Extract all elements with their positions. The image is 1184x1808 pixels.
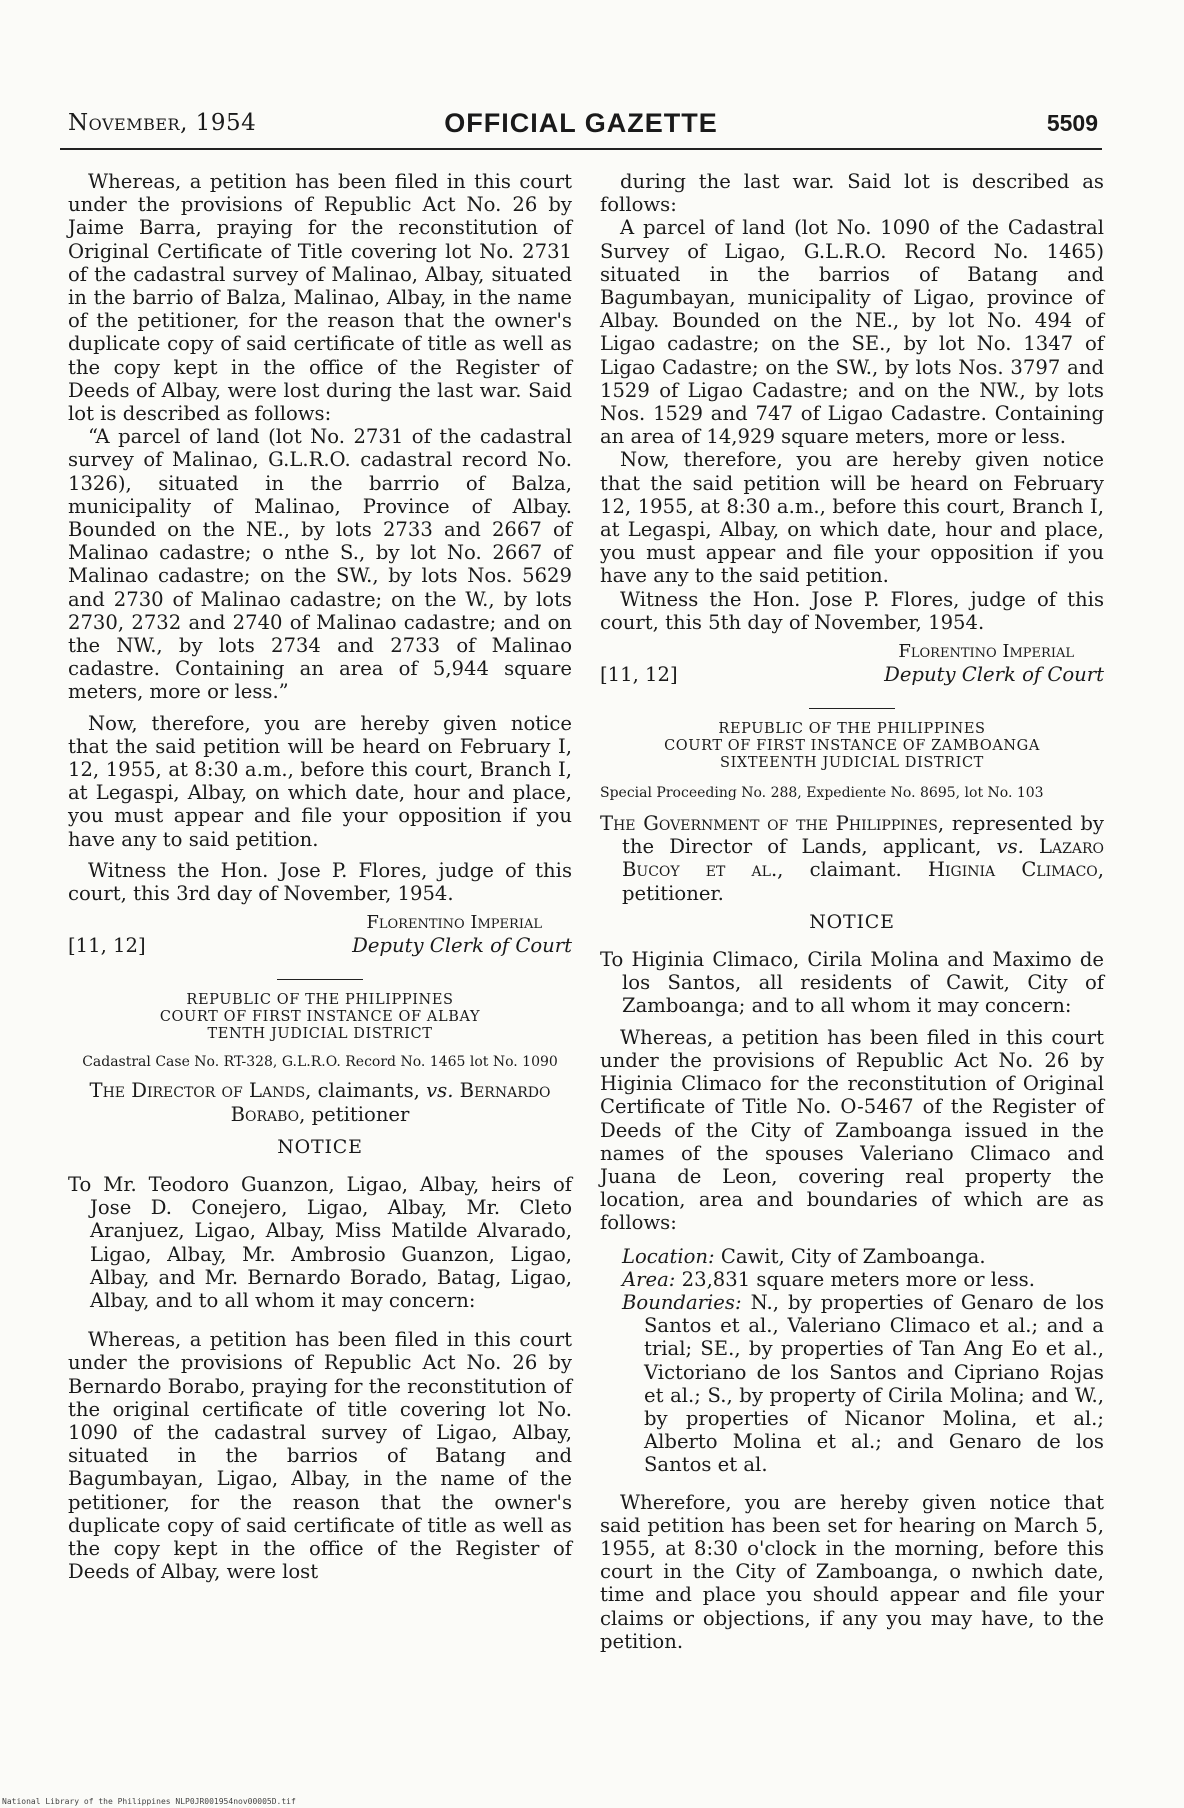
page-header: [60, 108, 1102, 150]
paragraph: Whereas, a petition has been filed in this court under the provisions of Republic Act No. 26 by Bernardo Borabo, praying for the reconstitution of the original certificate of title covering lot No. 1090 of the cadastral survey of Ligao, Albay, situated in the barrios of Batang and Bagumbayan, Ligao, Albay, in the name of the petitioner, for the reason that the owner's duplicate copy of said certificate of title as well as the copy kept in the office of the Register of Deeds of Albay, were lost: [68, 1328, 572, 1584]
issue-tag: [11, 12]: [600, 663, 678, 687]
court-heading-line: REPUBLIC OF THE PHILIPPINES: [186, 992, 454, 1009]
paragraph: Wherefore, you are hereby given notice that said petition has been set for hearing on March 5, 1955, at 8:30 o'clock in the morning, before this court in the City of Zamboanga, o nwhich date, time and place you should appear and file your claims or objections, if any you may have, to the petition.: [600, 1490, 1104, 1653]
field-value: Cawit, City of Zamboanga.: [714, 1244, 986, 1268]
notice-heading: NOTICE: [277, 1135, 363, 1158]
paragraph: Now, therefore, you are hereby given notice that the said petition will be heard on February I, 12, 1955, at 8:30 a.m., before this court, Branch I, at Legaspi, Albay, on which date, hour and place, you must appear and file your opposition if you have any to said petition.: [68, 711, 572, 851]
publication-title: OFFICIAL GAZETTE: [444, 108, 718, 138]
party-name: Higinia Climaco: [927, 858, 1098, 882]
case-title-text: , petitioner: [299, 1102, 410, 1126]
party-name: Lazaro Bucoy et al.: [622, 835, 1104, 882]
case-title-text: , claimants,: [305, 1079, 427, 1103]
field-value: 23,831 square meters more or less.: [675, 1267, 1035, 1291]
field-label: Area:: [622, 1267, 676, 1291]
court-heading: [68, 992, 572, 1043]
boundaries-item: [622, 1291, 1104, 1477]
header-date: November, 1954: [68, 110, 257, 136]
paragraph: Now, therefore, you are hereby given notice that the said petition will be heard on February 12, 1955, at 8:30 a.m., before this court, Branch I, at Legaspi, Albay, on which date, hour and place, you must appear and file your opposition if you have any to the said petition.: [600, 448, 1104, 588]
field-label: Boundaries:: [622, 1290, 742, 1314]
field-label: Location:: [622, 1244, 715, 1268]
signatory-name: Florentino Imperial: [898, 641, 1074, 663]
case-title: [600, 812, 1104, 905]
field-value: N., by properties of Genaro de los Santos et al., Valeriano Climaco et al.; and a trial; SE., by properties of Tan Ang Eo et al., Victoriano de los Santos and Cipriano Rojas et al.; S., by property of Cirila Molina; and W., by properties of Nicanor Molina, et al.; Alberto Molina et al.; and Genaro de los Santos et al.: [644, 1290, 1104, 1477]
case-number: Special Proceeding No. 288, Expediente No. 8695, lot No. 103: [600, 785, 1044, 802]
paragraph: Whereas, a petition has been filed in this court under the provisions of Republic Act No. 26 by Jaime Barra, praying for the reconstitution of Original Certificate of Title covering lot No. 2731 of the cadastral survey of Malinao, Albay, situated in the barrio of Balza, Malinao, Albay, in the name of the petitioner, for the reason that the owner's duplicate copy of said certificate of title as well as the copy kept in the office of the Register of Deeds of Albay, were lost during the last war. Said lot is described as follows:: [68, 170, 572, 426]
paragraph: A parcel of land (lot No. 1090 of the Cadastral Survey of Ligao, G.L.R.O. Record No. 1465) situated in the barrios of Batang and Bagumbayan, municipality of Ligao, province of Albay. Bounded on the NE., by lot No. 494 of Ligao cadastre; on the SE., by lot No. 1347 of Ligao Cadastre; on the SW., by lots Nos. 3797 and 1529 of Ligao Cadastre; and on the NW., by lots Nos. 1529 and 747 of Ligao Cadastre. Containing an area of 14,929 square meters, more or less.: [600, 216, 1104, 449]
court-heading-line: REPUBLIC OF THE PHILIPPINES: [718, 721, 986, 738]
party-name: Bernardo Borabo: [230, 1079, 551, 1126]
notice-heading: NOTICE: [809, 910, 895, 933]
party-name: The Government of the Philippines: [600, 812, 938, 836]
section-divider: [809, 708, 895, 709]
case-title-text: , represented by the Director of Lands, applicant,: [622, 812, 1105, 859]
paragraph: during the last war. Said lot is described as follows:: [600, 170, 1104, 217]
addressees: To Higinia Climaco, Cirila Molina and Maximo de los Santos, all residents of Cawit, City of Zamboanga; and to all whom it may concern:: [600, 948, 1104, 1018]
paragraph: Witness the Hon. Jose P. Flores, judge of this court, this 3rd day of November, 1954.: [68, 858, 572, 906]
page-number: 5509: [1046, 110, 1098, 136]
section-divider: [277, 979, 363, 980]
versus: vs.: [426, 1079, 454, 1103]
court-heading-line: SIXTEENTH JUDICIAL DISTRICT: [720, 755, 984, 772]
case-title-text: , petitioner.: [622, 858, 1105, 905]
party-name: The Director of Lands: [89, 1079, 306, 1103]
left-column: [68, 170, 572, 1583]
signature-block: [68, 911, 572, 959]
case-title: [68, 1079, 572, 1125]
scan-footer: National Library of the Philippines NLP0JR001954nov00005D.tif: [2, 1797, 296, 1806]
paragraph: “A parcel of land (lot No. 2731 of the cadastral survey of Malinao, G.L.R.O. cadastral record No. 1326), situated in the barrrio of Balza, municipality of Malinao, Province of Albay. Bounded on the NE., by lots 2733 and 2667 of Malinao cadastre; o nthe S., by lot No. 2667 of Malinao cadastre; on the SW., by lots Nos. 5629 and 2730 of Malinao cadastre; on the W., by lots 2730, 2732 and 2740 of Malinao cadastre; and on the NW., by lots 2734 and 2733 of Malinao cadastre. Containing an area of 5,944 square meters, more or less.”: [68, 425, 572, 704]
court-heading: [600, 721, 1104, 772]
addressees: To Mr. Teodoro Guanzon, Ligao, Albay, heirs of Jose D. Conejero, Ligao, Albay, Mr. Cleto Aranjuez, Ligao, Albay, Miss Matilde Alvarado, Ligao, Albay, Mr. Ambrosio Guanzon, Ligao, Albay, and Mr. Bernardo Borado, Batag, Ligao, Albay, and to all whom it may concern:: [68, 1172, 572, 1312]
location-item: [622, 1245, 1104, 1268]
court-heading-line: TENTH JUDICIAL DISTRICT: [207, 1026, 433, 1043]
property-description: [600, 1245, 1104, 1477]
paragraph: Witness the Hon. Jose P. Flores, judge of this court, this 5th day of November, 1954.: [600, 587, 1104, 634]
case-title-text: , claimant.: [777, 858, 928, 882]
signatory-name: Florentino Imperial: [366, 912, 542, 934]
case-number: Cadastral Case No. RT-328, G.L.R.O. Record No. 1465 lot No. 1090: [82, 1054, 558, 1071]
court-heading-line: COURT OF FIRST INSTANCE OF ALBAY: [159, 1009, 481, 1026]
right-column: [600, 170, 1104, 1653]
signature-block: [600, 640, 1104, 688]
signatory-title: Deputy Clerk of Court: [884, 663, 1104, 687]
area-item: [622, 1268, 1104, 1291]
paragraph: Whereas, a petition has been filed in this court under the provisions of Republic Act No. 26 by Higinia Climaco for the reconstitution of Original Certificate of Title No. O-5467 of the Register of Deeds of the City of Zamboanga issued in the names of the spouses Valeriano Climaco and Juana de Leon, covering real property the location, area and boundaries of which are as follows:: [600, 1025, 1104, 1235]
versus: vs.: [996, 835, 1024, 859]
court-heading-line: COURT OF FIRST INSTANCE OF ZAMBOANGA: [664, 738, 1040, 755]
signatory-title: Deputy Clerk of Court: [352, 934, 572, 958]
issue-tag: [11, 12]: [68, 934, 146, 958]
